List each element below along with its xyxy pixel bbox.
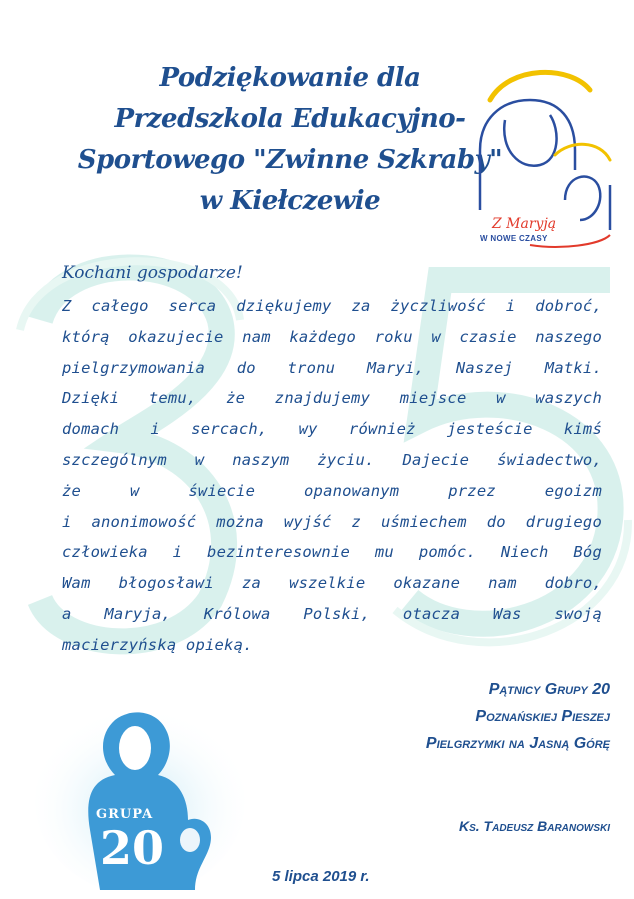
body-line: i anonimowość można wyjść z uśmiechem do drugiego bbox=[62, 512, 602, 531]
title-line: Podziękowanie dla bbox=[159, 63, 421, 93]
document-date: 5 lipca 2019 r. bbox=[272, 868, 370, 885]
signature-line: Poznańskiej Pieszej bbox=[475, 708, 610, 725]
group-label: GRUPA bbox=[96, 807, 154, 822]
body-line: człowieka i bezinteresownie mu pomóc. Niech Bóg bbox=[62, 543, 602, 562]
body-line: Z całego serca dziękujemy za życzliwość i dobroć, bbox=[62, 297, 602, 315]
body-line: domach i sercach, wy również jesteście kimś bbox=[62, 420, 602, 439]
body-line: Wam błogosławi za wszelkie okazane nam dobro, bbox=[62, 574, 602, 593]
signature-line: Pątnicy Grupy 20 bbox=[488, 681, 610, 698]
body-paragraph bbox=[62, 291, 602, 661]
body-line: macierzyńską opieką. bbox=[62, 635, 253, 654]
logo-subtext: W NOWE CZASY bbox=[480, 234, 548, 243]
salutation: Kochani gospodarze! bbox=[62, 263, 243, 283]
signature-block bbox=[426, 676, 610, 757]
title-line: Przedszkola Edukacyjno- bbox=[114, 104, 466, 134]
signature-line: Pielgrzymki na Jasną Górę bbox=[425, 735, 610, 752]
body-line: szczególnym w naszym życiu. Dajecie świadectwo, bbox=[62, 450, 602, 469]
body-line: pielgrzymowania do tronu Maryi, Naszej Matki. bbox=[62, 358, 602, 377]
group-number: 20 bbox=[100, 821, 165, 875]
body-line: że w świecie opanowanym przez egoizm bbox=[62, 481, 602, 500]
body-line: Dzięki temu, że znajdujemy miejsce w waszych bbox=[62, 389, 602, 408]
logo-text: Z Maryją bbox=[492, 216, 557, 232]
title-line: w Kiełczewie bbox=[199, 186, 381, 216]
document-title bbox=[40, 58, 540, 222]
body-line: którą okazujecie nam każdego roku w czasie naszego bbox=[62, 327, 602, 346]
priest-name: Ks. Tadeusz Baranowski bbox=[459, 818, 610, 834]
title-line: Sportowego "Zwinne Szkraby" bbox=[77, 145, 503, 175]
body-line: a Maryja, Królowa Polski, otacza Was swoją bbox=[62, 604, 602, 623]
